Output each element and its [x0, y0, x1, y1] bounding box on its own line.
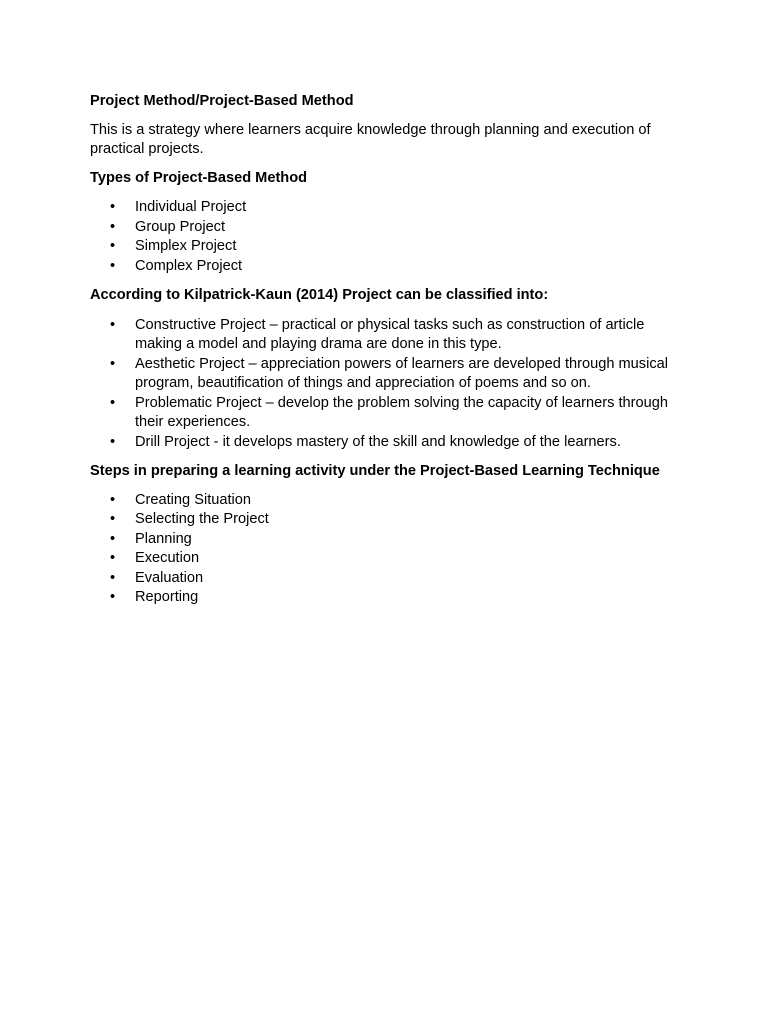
list-item-text: Complex Project [135, 257, 243, 274]
list-item-text: Problematic Project – develop the problem solving the capacity of learners through their experiences. [135, 394, 668, 430]
bullet-icon: • [110, 589, 116, 605]
bullet-icon: • [110, 550, 116, 566]
steps-list [90, 491, 680, 608]
list-item-text: Creating Situation [135, 491, 252, 508]
bullet-icon: • [110, 257, 116, 274]
document-title: Project Method/Project-Based Method [90, 93, 354, 109]
kilpatrick-list [90, 316, 680, 453]
list-item-text: Individual Project [135, 199, 247, 215]
bullet-icon: • [110, 569, 116, 586]
bullet-icon: • [110, 511, 116, 527]
list-item [90, 549, 680, 569]
list-item-text: Evaluation [135, 569, 204, 586]
bullet-icon: • [110, 491, 116, 508]
list-item-text: Reporting [135, 589, 199, 605]
list-item [90, 218, 680, 238]
list-item [90, 237, 680, 257]
intro-paragraph: This is a strategy where learners acquire knowledge through planning and execution of practical projects. [90, 121, 651, 157]
bullet-icon: • [110, 433, 116, 450]
bullet-icon: • [110, 355, 116, 372]
list-item-text: Selecting the Project [135, 511, 269, 527]
list-item-text: Aesthetic Project – appreciation powers of learners are developed through musical program, beautification of things and appreciation of poems and so on. [135, 355, 668, 391]
list-item [90, 491, 680, 511]
list-item [90, 588, 680, 608]
bullet-icon: • [110, 218, 116, 235]
list-item [90, 394, 680, 433]
list-item-text: Execution [135, 550, 200, 566]
document-page [90, 92, 680, 608]
list-item [90, 355, 680, 394]
bullet-icon: • [110, 238, 116, 254]
list-item [90, 510, 680, 530]
kilpatrick-heading: According to Kilpatrick-Kaun (2014) Project can be classified into: [90, 287, 549, 303]
list-item [90, 530, 680, 550]
types-heading: Types of Project-Based Method [90, 169, 308, 186]
types-list [90, 198, 680, 276]
list-item [90, 198, 680, 218]
list-item-text: Simplex Project [135, 238, 237, 254]
bullet-icon: • [110, 316, 116, 333]
list-item [90, 569, 680, 589]
bullet-icon: • [110, 394, 116, 411]
list-item-text: Constructive Project – practical or physical tasks such as construction of article making a model and playing drama are done in this type. [135, 316, 645, 352]
list-item-text: Group Project [135, 218, 226, 235]
bullet-icon: • [110, 530, 116, 547]
list-item [90, 257, 680, 277]
bullet-icon: • [110, 199, 116, 215]
list-item-text: Drill Project - it develops mastery of the skill and knowledge of the learners. [135, 433, 621, 450]
list-item [90, 433, 680, 453]
list-item [90, 316, 680, 355]
list-item-text: Planning [135, 530, 192, 547]
steps-heading: Steps in preparing a learning activity under the Project-Based Learning Technique [90, 463, 660, 479]
